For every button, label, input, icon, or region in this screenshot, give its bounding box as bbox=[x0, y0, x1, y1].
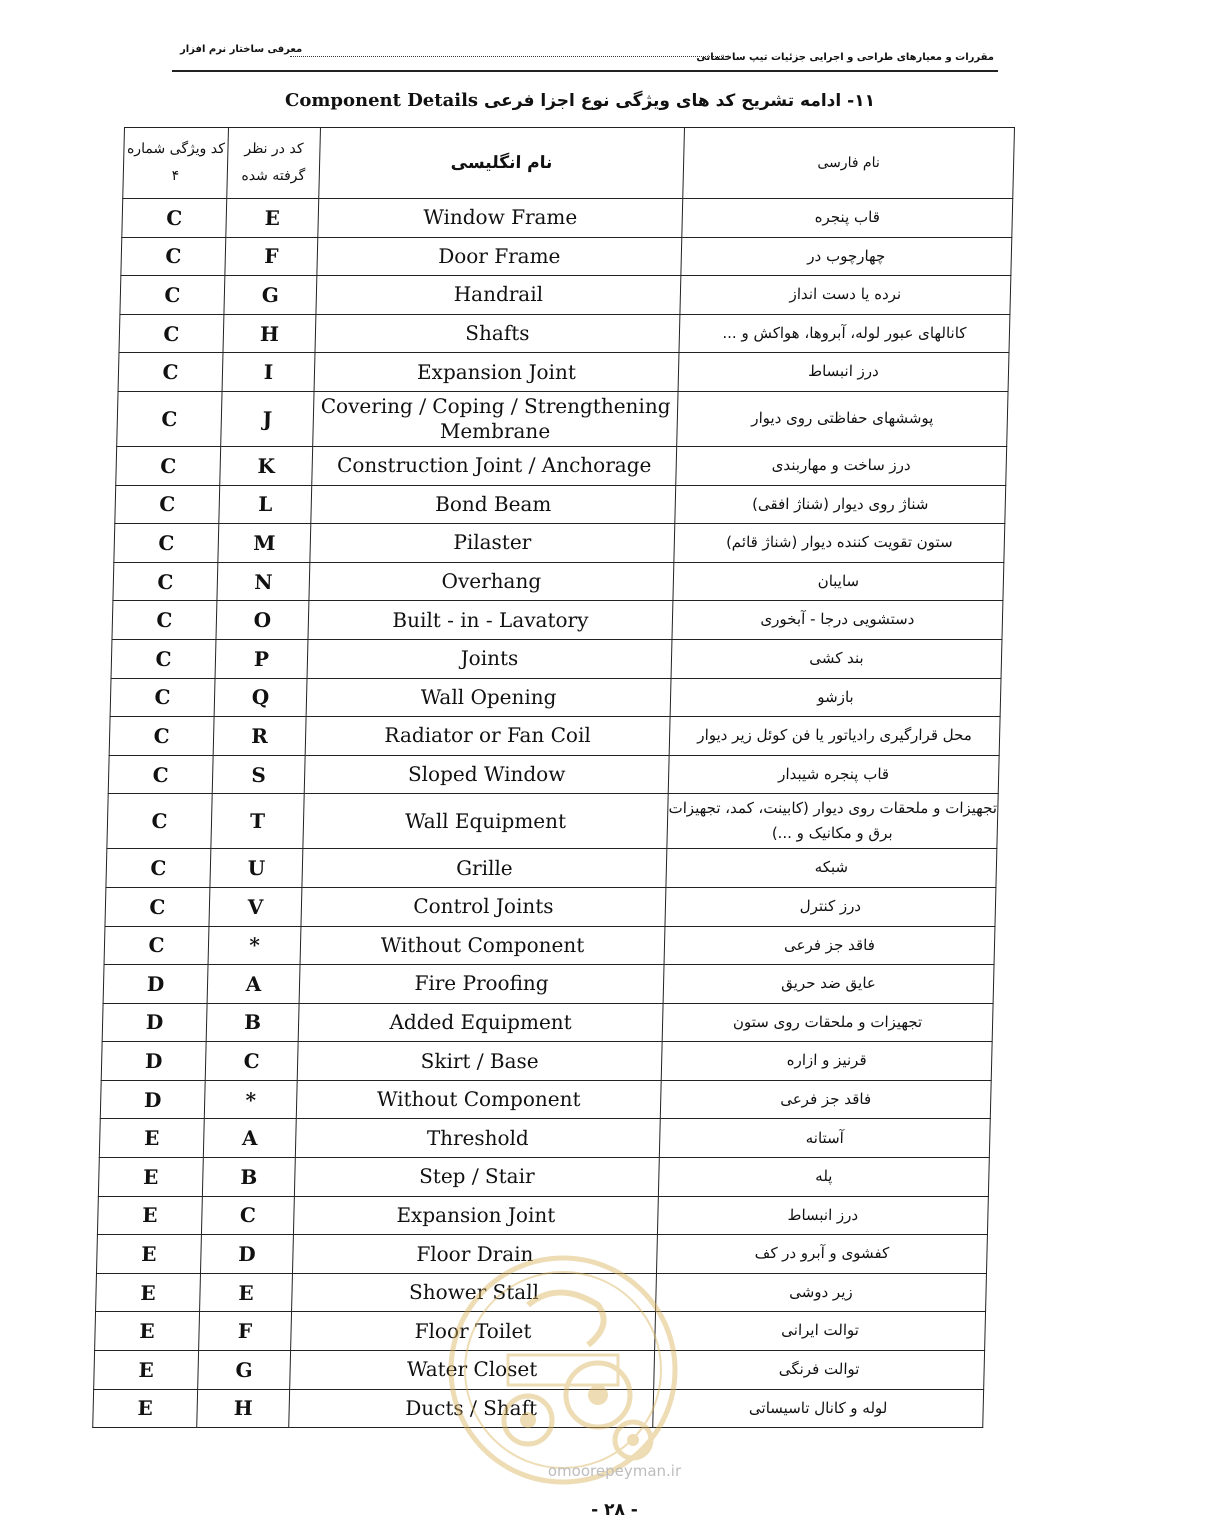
english-name-cell: Covering / Coping / Strengthening Membrane bbox=[313, 391, 678, 446]
assigned-code-cell: V bbox=[209, 887, 302, 926]
english-name-cell: Pilaster bbox=[310, 524, 675, 563]
assigned-code-cell: I bbox=[222, 353, 315, 392]
assigned-code-cell: G bbox=[224, 276, 317, 315]
english-name-cell: Floor Toilet bbox=[291, 1312, 656, 1351]
english-name-cell: Expansion Joint bbox=[314, 353, 679, 392]
feature-code-cell: E bbox=[99, 1119, 204, 1158]
english-name-cell: Wall Opening bbox=[306, 678, 671, 717]
english-name-cell: Ducts / Shaft bbox=[289, 1389, 654, 1428]
assigned-code-cell: B bbox=[206, 1003, 299, 1042]
table-row bbox=[96, 1235, 987, 1274]
feature-code-cell: C bbox=[113, 562, 218, 601]
assigned-code-cell: E bbox=[200, 1273, 293, 1312]
persian-name-cell: توالت ایرانی bbox=[655, 1312, 986, 1351]
persian-name-cell: قرنیز و ازاره bbox=[661, 1042, 992, 1081]
assigned-code-cell: T bbox=[211, 794, 304, 849]
persian-name-cell: فاقد جز فرعی bbox=[660, 1080, 991, 1119]
persian-name-cell: فاقد جز فرعی bbox=[664, 926, 995, 965]
assigned-code-cell: Q bbox=[214, 678, 307, 717]
persian-name-cell: عایق ضد حریق bbox=[663, 965, 994, 1004]
english-name-cell: Grille bbox=[302, 849, 667, 888]
assigned-code-cell: F bbox=[199, 1312, 292, 1351]
header-book-title: مقررات و معیارهای طراحی و اجرایی جزئیات تیپ ساختمانی bbox=[696, 52, 994, 63]
feature-code-cell: D bbox=[100, 1080, 205, 1119]
assigned-code-cell: H bbox=[223, 314, 316, 353]
persian-name-cell: درز ساخت و مهاربندی bbox=[676, 446, 1007, 485]
assigned-code-cell: D bbox=[200, 1235, 293, 1274]
persian-name-cell: زیر دوشی bbox=[656, 1273, 987, 1312]
table-row bbox=[108, 755, 999, 794]
persian-name-cell: درز کنترل bbox=[665, 887, 996, 926]
table-row bbox=[103, 965, 994, 1004]
feature-code-cell: C bbox=[105, 887, 210, 926]
table-title-en: Component Details bbox=[285, 90, 479, 111]
assigned-code-cell: N bbox=[217, 562, 310, 601]
english-name-cell: Bond Beam bbox=[311, 485, 676, 524]
table-row bbox=[105, 887, 996, 926]
assigned-code-cell: K bbox=[220, 446, 313, 485]
persian-name-cell: محل قرارگیری رادیاتور یا فن کوئل زیر دیوار bbox=[669, 717, 1000, 756]
english-name-cell: Without Component bbox=[296, 1080, 661, 1119]
persian-name-cell: کفشوی و آبرو در کف bbox=[656, 1235, 987, 1274]
assigned-code-cell: * bbox=[204, 1080, 297, 1119]
assigned-code-cell: H bbox=[197, 1389, 290, 1428]
header-dotted-leader bbox=[290, 56, 728, 57]
running-header bbox=[172, 40, 998, 72]
persian-name-cell: شناژ روی دیوار (شناژ افقی) bbox=[675, 485, 1006, 524]
persian-name-cell: شبکه bbox=[666, 849, 997, 888]
table-row bbox=[93, 1389, 984, 1428]
assigned-code-cell: A bbox=[203, 1119, 296, 1158]
english-name-cell: Sloped Window bbox=[304, 755, 669, 794]
feature-code-cell: C bbox=[111, 639, 216, 678]
feature-code-cell: C bbox=[110, 678, 215, 717]
english-name-cell: Radiator or Fan Coil bbox=[305, 717, 670, 756]
assigned-code-cell: G bbox=[198, 1351, 291, 1390]
feature-code-cell: D bbox=[101, 1042, 206, 1081]
table-row bbox=[100, 1080, 991, 1119]
header-assigned-code: کد در نظر گرفته شده bbox=[227, 128, 321, 199]
table-row bbox=[106, 849, 997, 888]
table-row bbox=[95, 1312, 986, 1351]
persian-name-cell: قاب پنجره bbox=[682, 199, 1013, 238]
english-name-cell: Construction Joint / Anchorage bbox=[312, 446, 677, 485]
table-row bbox=[109, 717, 1000, 756]
english-name-cell: Wall Equipment bbox=[303, 794, 668, 849]
persian-name-cell: نرده یا دست انداز bbox=[680, 276, 1011, 315]
english-name-cell: Added Equipment bbox=[298, 1003, 663, 1042]
assigned-code-cell: R bbox=[213, 717, 306, 756]
feature-code-cell: C bbox=[108, 755, 213, 794]
persian-name-cell: سایبان bbox=[673, 562, 1004, 601]
table-row bbox=[96, 1273, 987, 1312]
english-name-cell: Floor Drain bbox=[292, 1235, 657, 1274]
feature-code-cell: C bbox=[109, 717, 214, 756]
table-row bbox=[110, 678, 1001, 717]
persian-name-cell: بازشو bbox=[670, 678, 1001, 717]
assigned-code-cell: S bbox=[212, 755, 305, 794]
persian-name-cell: ستون تقویت کننده دیوار (شناژ قائم) bbox=[674, 524, 1005, 563]
feature-code-cell: C bbox=[122, 199, 227, 238]
table-row bbox=[119, 314, 1010, 353]
feature-code-cell: C bbox=[121, 237, 226, 276]
feature-code-cell: C bbox=[117, 391, 222, 446]
persian-name-cell: پوششهای حفاظتی روی دیوار bbox=[677, 391, 1008, 446]
persian-name-cell: کانالهای عبور لوله، آبروها، هواکش و ... bbox=[679, 314, 1010, 353]
header-section-title: معرفی ساختار نرم افزار bbox=[180, 44, 303, 55]
header-english-name: نام انگلیسی bbox=[319, 128, 685, 199]
english-name-cell: Threshold bbox=[295, 1119, 660, 1158]
assigned-code-cell: P bbox=[215, 639, 308, 678]
english-name-cell: Handrail bbox=[316, 276, 681, 315]
table-row bbox=[104, 926, 995, 965]
table-row bbox=[111, 639, 1002, 678]
table-row bbox=[116, 446, 1007, 485]
assigned-code-cell: U bbox=[210, 849, 303, 888]
feature-code-cell: C bbox=[118, 353, 223, 392]
table-row bbox=[121, 237, 1012, 276]
english-name-cell: Door Frame bbox=[317, 237, 682, 276]
feature-code-cell: E bbox=[98, 1158, 203, 1197]
english-name-cell: Overhang bbox=[309, 562, 674, 601]
persian-name-cell: درز انبساط bbox=[678, 353, 1009, 392]
feature-code-cell: E bbox=[97, 1196, 202, 1235]
header-feature-code: کد ویژگی شماره ۴ bbox=[123, 128, 229, 199]
table-row bbox=[122, 199, 1013, 238]
feature-code-cell: C bbox=[120, 276, 225, 315]
english-name-cell: Shower Stall bbox=[292, 1273, 657, 1312]
assigned-code-cell: O bbox=[216, 601, 309, 640]
page-number: - ۲۸ - bbox=[591, 1500, 638, 1520]
table-title bbox=[200, 90, 960, 111]
english-name-cell: Joints bbox=[307, 639, 672, 678]
persian-name-cell: درز انبساط bbox=[657, 1196, 988, 1235]
assigned-code-cell: M bbox=[218, 524, 311, 563]
assigned-code-cell: F bbox=[225, 237, 318, 276]
english-name-cell: Fire Proofing bbox=[299, 965, 664, 1004]
persian-name-cell: بند کشی bbox=[671, 639, 1002, 678]
persian-name-cell: تجهیزات و ملحقات روی دیوار (کابینت، کمد، تجهیزات برق و مکانیک و ...) bbox=[667, 794, 998, 849]
assigned-code-cell: B bbox=[202, 1158, 295, 1197]
table-row bbox=[115, 485, 1006, 524]
english-name-cell: Expansion Joint bbox=[293, 1196, 658, 1235]
assigned-code-cell: J bbox=[221, 391, 314, 446]
feature-code-cell: E bbox=[96, 1235, 201, 1274]
persian-name-cell: لوله و کانال تاسیساتی bbox=[653, 1389, 984, 1428]
table-header-row bbox=[123, 128, 1015, 199]
component-details-table bbox=[92, 127, 1015, 1428]
english-name-cell: Built - in - Lavatory bbox=[308, 601, 673, 640]
english-name-cell: Control Joints bbox=[301, 887, 666, 926]
assigned-code-cell: E bbox=[226, 199, 319, 238]
table-row bbox=[117, 391, 1008, 446]
persian-name-cell: قاب پنجره شیبدار bbox=[668, 755, 999, 794]
english-name-cell: Without Component bbox=[300, 926, 665, 965]
persian-name-cell: توالت فرنگی bbox=[654, 1351, 985, 1390]
assigned-code-cell: A bbox=[207, 965, 300, 1004]
website-watermark-text: omoorepeyman.ir bbox=[547, 1462, 682, 1480]
table-row bbox=[98, 1158, 989, 1197]
table-row bbox=[101, 1042, 992, 1081]
english-name-cell: Skirt / Base bbox=[297, 1042, 662, 1081]
table-row bbox=[99, 1119, 990, 1158]
persian-name-cell: تجهیزات و ملحقات روی ستون bbox=[662, 1003, 993, 1042]
assigned-code-cell: L bbox=[219, 485, 312, 524]
table-row bbox=[107, 794, 998, 849]
table-row bbox=[114, 524, 1005, 563]
feature-code-cell: C bbox=[104, 926, 209, 965]
english-name-cell: Shafts bbox=[315, 314, 680, 353]
feature-code-cell: D bbox=[102, 1003, 207, 1042]
english-name-cell: Window Frame bbox=[318, 199, 683, 238]
feature-code-cell: D bbox=[103, 965, 208, 1004]
assigned-code-cell: C bbox=[205, 1042, 298, 1081]
table-row bbox=[97, 1196, 988, 1235]
feature-code-cell: C bbox=[106, 849, 211, 888]
english-name-cell: Water Closet bbox=[290, 1351, 655, 1390]
persian-name-cell: دستشویی درجا - آبخوری bbox=[672, 601, 1003, 640]
table-row bbox=[112, 601, 1003, 640]
feature-code-cell: C bbox=[107, 794, 212, 849]
table-row bbox=[102, 1003, 993, 1042]
feature-code-cell: C bbox=[112, 601, 217, 640]
persian-name-cell: پله bbox=[658, 1158, 989, 1197]
feature-code-cell: C bbox=[115, 485, 220, 524]
assigned-code-cell: * bbox=[208, 926, 301, 965]
table-row bbox=[94, 1351, 985, 1390]
table-row bbox=[113, 562, 1004, 601]
persian-name-cell: آستانه bbox=[659, 1119, 990, 1158]
header-persian-name: نام فارسی bbox=[683, 128, 1015, 199]
table-title-fa: ۱۱- ادامه تشریح کد های ویژگی نوع اجزا فرعی bbox=[483, 91, 875, 111]
feature-code-cell: E bbox=[93, 1389, 198, 1428]
feature-code-cell: C bbox=[119, 314, 224, 353]
assigned-code-cell: C bbox=[201, 1196, 294, 1235]
feature-code-cell: E bbox=[96, 1273, 201, 1312]
feature-code-cell: E bbox=[94, 1351, 199, 1390]
feature-code-cell: E bbox=[95, 1312, 200, 1351]
feature-code-cell: C bbox=[114, 524, 219, 563]
table-row bbox=[118, 353, 1009, 392]
table-row bbox=[120, 276, 1011, 315]
persian-name-cell: چهارچوب در bbox=[681, 237, 1012, 276]
english-name-cell: Step / Stair bbox=[294, 1158, 659, 1197]
feature-code-cell: C bbox=[116, 446, 221, 485]
